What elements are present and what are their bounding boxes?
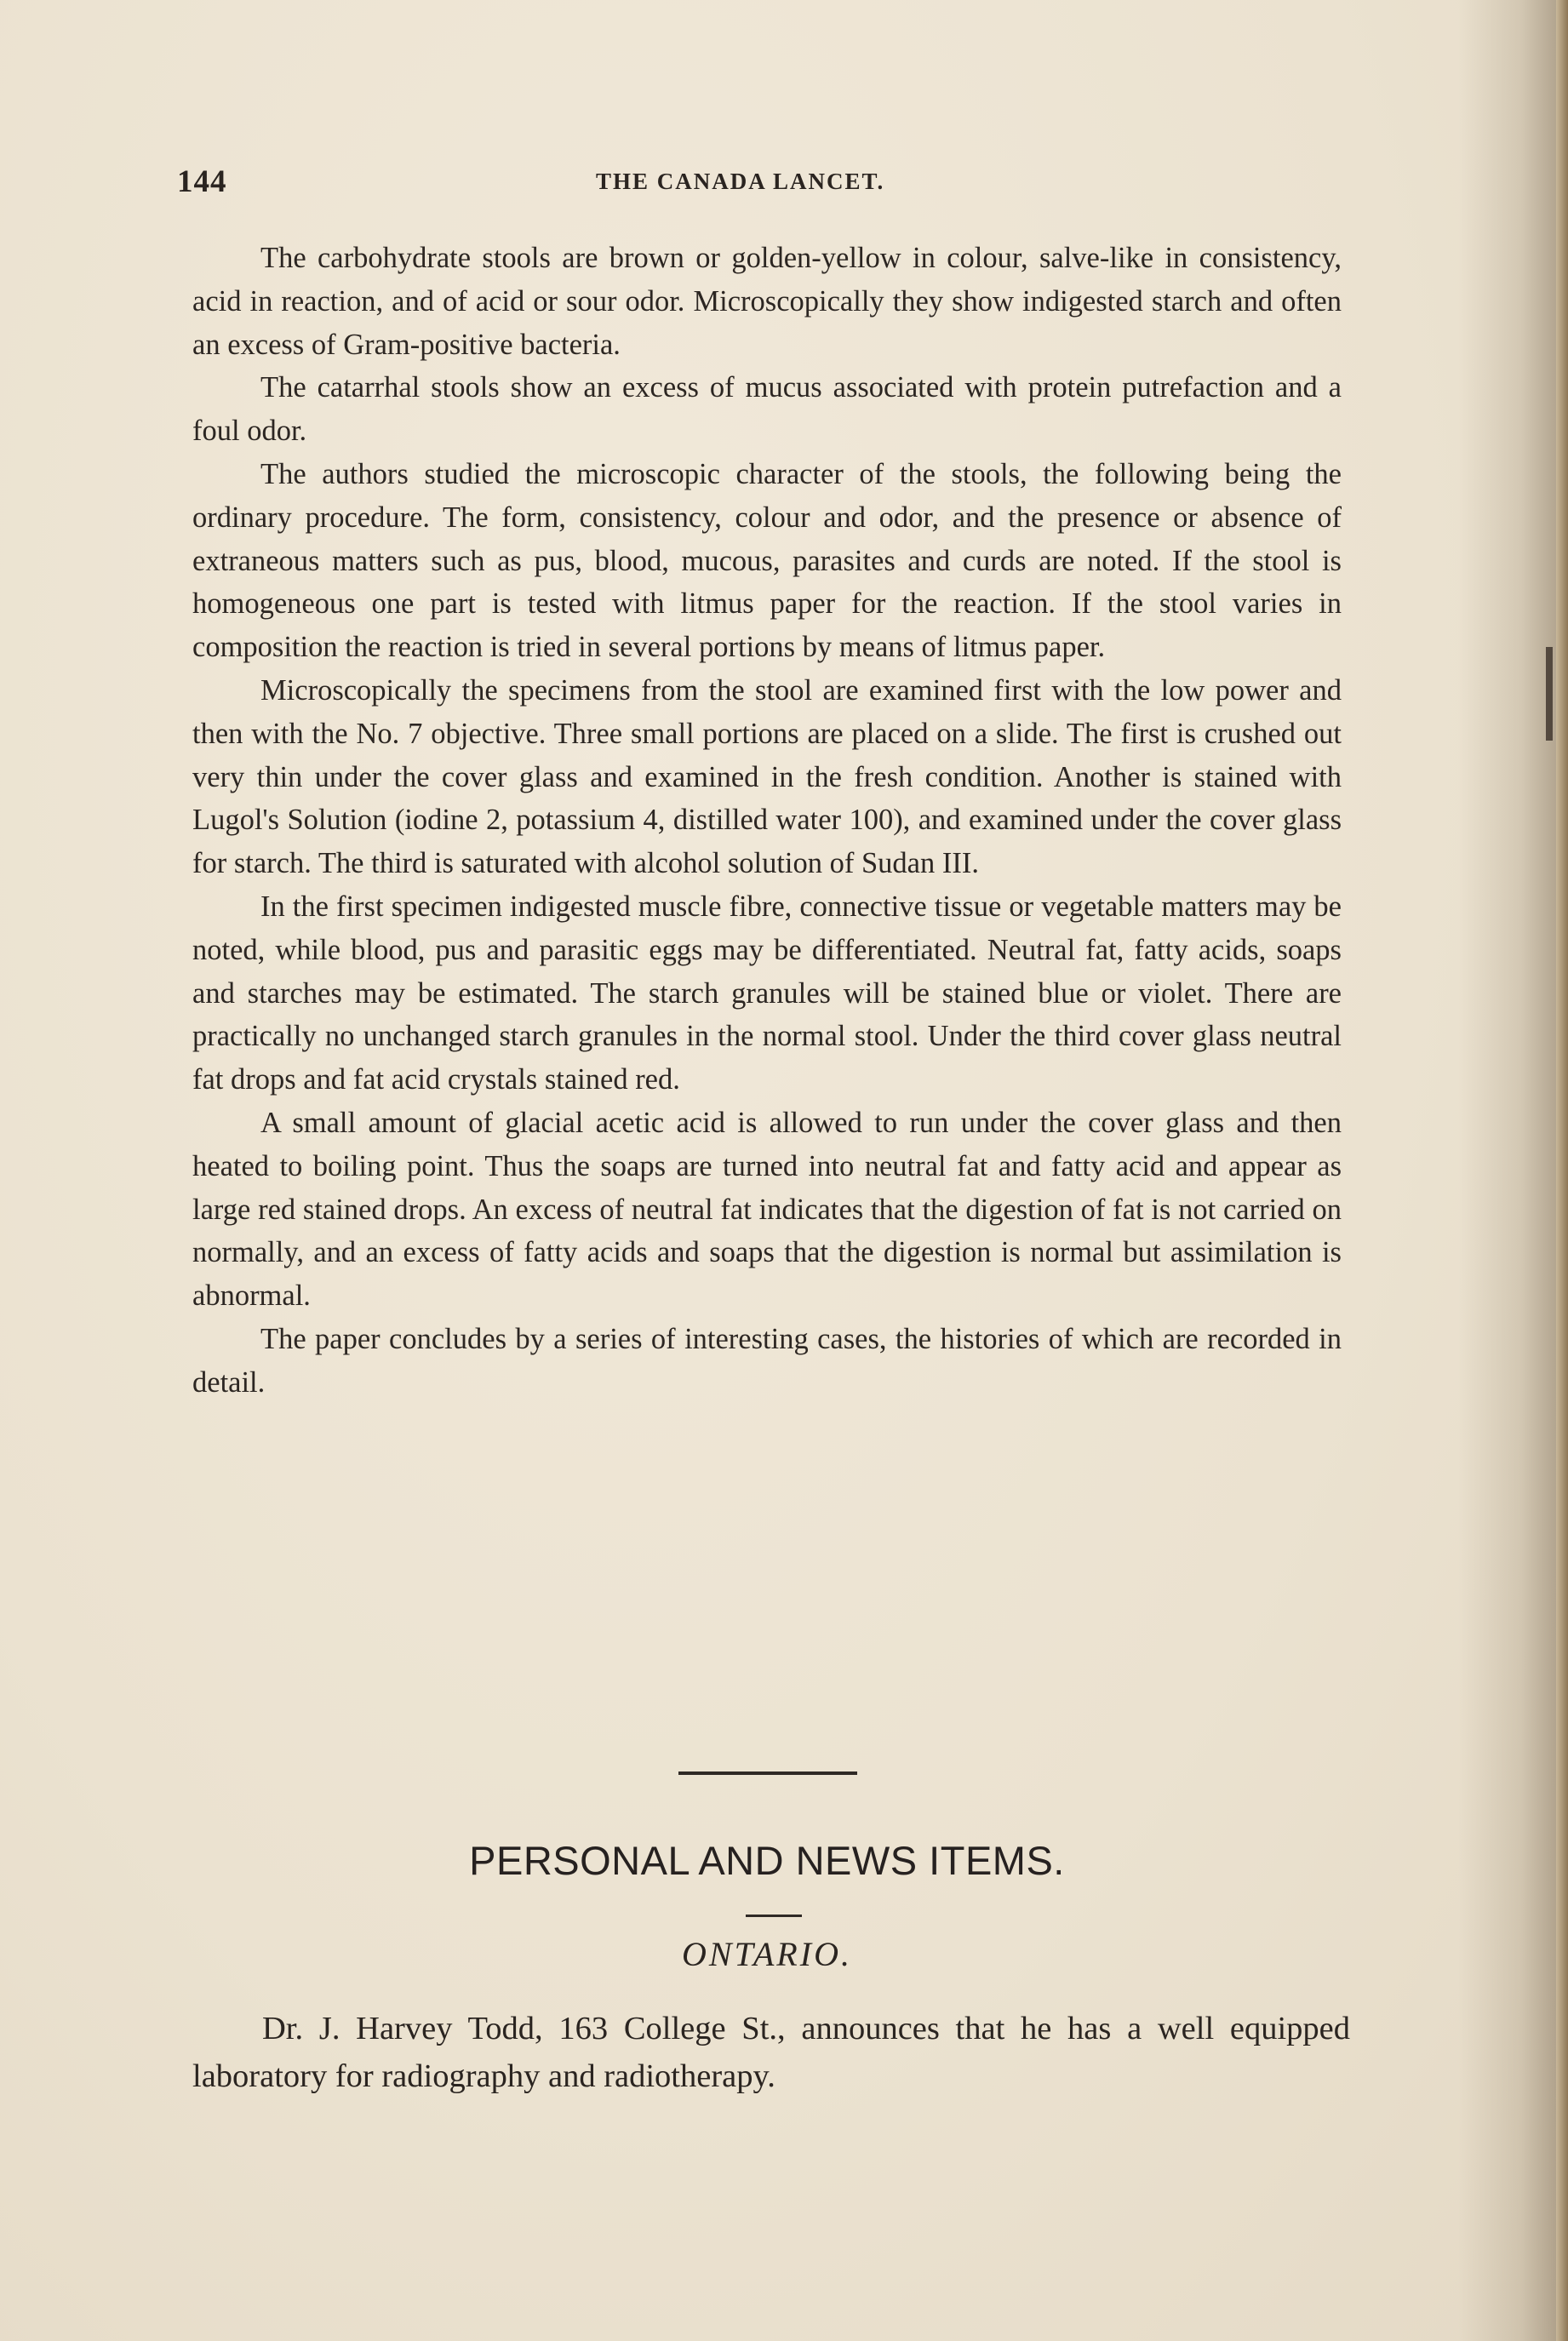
page-number: 144 <box>177 164 227 199</box>
subsection-divider <box>746 1915 802 1917</box>
article-paragraph: The paper concludes by a series of interesting cases, the histories of which are recorded in detail. <box>192 1322 1342 1399</box>
section-divider <box>678 1771 857 1775</box>
news-items <box>192 2005 1350 2100</box>
article-paragraph: The carbohydrate stools are brown or golden-yellow in colour, salve-like in consistency, acid in reaction, and of acid or sour odor. Microscopically they show indigested starch and often an excess of Gram-positive bacteria. <box>192 242 1342 361</box>
article-paragraph: A small amount of glacial acetic acid is allowed to run under the cover glass and then heated to boiling point. Thus the soaps are turned into neutral fat and fatty acid and appear as large red stained drops. An excess of neutral fat indicates that the digestion of fat is not carried on normally, and an excess of fatty acids and soaps that the digestion is normal but assimilation is abnormal. <box>192 1106 1342 1313</box>
running-title: THE CANADA LANCET. <box>596 169 885 194</box>
article-paragraph: In the first specimen indigested muscle fibre, connective tissue or vegetable matters may be noted, while blood, pus and parasitic eggs may be differentiated. Neutral fat, fatty acids, soaps and starches may be estimated. The starch granules will be stained blue or violet. There are practically no unchanged starch granules in the normal stool. Under the third cover glass neutral fat drops and fat acid crystals stained red. <box>192 890 1342 1096</box>
page-edge-shadow <box>1556 0 1568 2341</box>
article-paragraph: The authors studied the microscopic character of the stools, the following being the ordinary procedure. The form, consistency, colour and odor, and the presence or absence of extraneous matters such as pus, blood, mucous, parasites and curds are noted. If the stool is homogeneous one part is tested with litmus paper for the reaction. If the stool varies in composition the reaction is tried in several portions by means of litmus paper. <box>192 457 1342 664</box>
section-title: PERSONAL AND NEWS ITEMS. <box>469 1838 1065 1883</box>
article-body <box>192 237 1342 1405</box>
article-paragraph: The catarrhal stools show an excess of mucus associated with protein putrefaction and a foul odor. <box>192 371 1342 448</box>
subsection-title: ONTARIO. <box>682 1935 852 1973</box>
page-edge-mark <box>1546 647 1553 741</box>
article-paragraph: Microscopically the specimens from the stool are examined first with the low power and then with the No. 7 objective. Three small portions are placed on a slide. The first is crushed out very thin under the cover glass and examined in the fresh condition. Another is stained with Lugol's Solution (iodine 2, potassium 4, distilled water 100), and examined under the cover glass for starch. The third is saturated with alcohol solution of Sudan III. <box>192 673 1342 880</box>
news-item: Dr. J. Harvey Todd, 163 College St., announces that he has a well equipped laboratory for radiography and radiotherapy. <box>192 2011 1350 2094</box>
page-header <box>177 163 1343 201</box>
